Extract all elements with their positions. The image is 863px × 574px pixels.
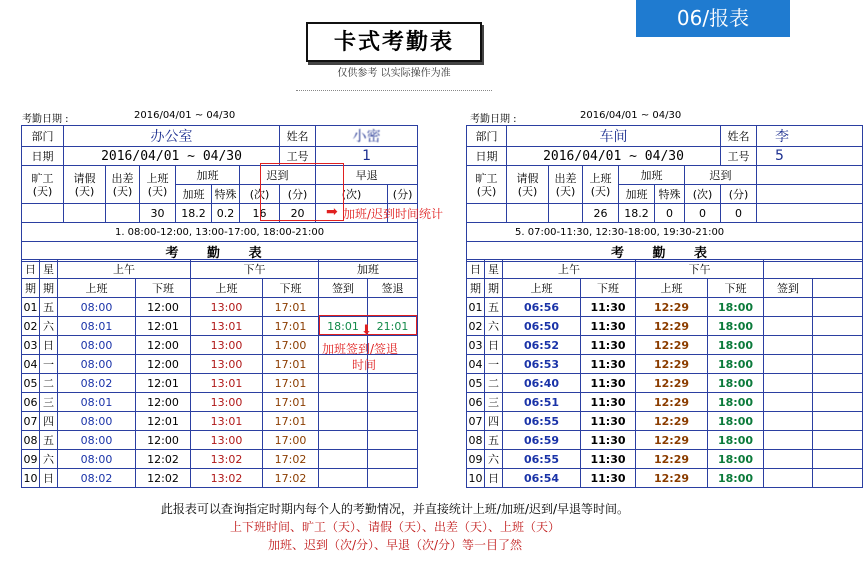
sheet-table-title: 考 勤 表 (467, 242, 863, 262)
s-late-count: 0 (685, 204, 721, 223)
h-trip: 出差 (天) (106, 166, 140, 204)
ot-in-cell (764, 298, 813, 317)
ot-in-cell (764, 431, 813, 450)
table-row (467, 355, 863, 374)
table-row (467, 450, 863, 469)
h-ot-in: 签到 (319, 279, 368, 298)
weekday-cell: 五 (40, 298, 58, 317)
ot-out-cell (813, 393, 863, 412)
ot-out-cell (368, 412, 418, 431)
pm-on-cell: 13:02 (191, 469, 263, 488)
ot-in-cell (764, 317, 813, 336)
ot-out-cell (813, 374, 863, 393)
left-period-label: 考勤日期 : (22, 114, 69, 125)
weekday-cell: 六 (40, 317, 58, 336)
day-cell: 06 (22, 393, 40, 412)
day-cell: 01 (467, 298, 485, 317)
day-cell: 08 (22, 431, 40, 450)
pm-off-cell: 18:00 (708, 317, 764, 336)
h-ot-out (813, 279, 863, 298)
am-on-cell: 06:50 (503, 317, 581, 336)
am-on-cell: 08:00 (58, 336, 136, 355)
am-off-cell: 12:02 (136, 469, 191, 488)
weekday-cell: 一 (485, 355, 503, 374)
s-ot-normal: 18.2 (619, 204, 655, 223)
h-day: 日 (467, 260, 485, 279)
dept-value: 办公室 (64, 126, 280, 147)
right-period-label: 考勤日期 : (470, 114, 517, 125)
weekday-cell: 六 (485, 317, 503, 336)
h-ot-in: 签到 (764, 279, 813, 298)
s-late-min: 0 (721, 204, 757, 223)
h-late-min: (分) (721, 185, 757, 204)
am-off-cell: 11:30 (581, 374, 636, 393)
ot-in-cell (319, 469, 368, 488)
s-leave (64, 204, 106, 223)
weekday-cell: 五 (485, 431, 503, 450)
h-pm-off: 下班 (263, 279, 319, 298)
h-absent: 旷工 (天) (467, 166, 507, 204)
pm-off-cell: 17:01 (263, 374, 319, 393)
h-ot (764, 260, 863, 279)
weekday-cell: 四 (485, 412, 503, 431)
table-row (22, 469, 418, 488)
am-on-cell: 06:59 (503, 431, 581, 450)
table-row (467, 412, 863, 431)
s-work: 30 (140, 204, 176, 223)
h-week: 星 (485, 260, 503, 279)
ot-in-cell (764, 412, 813, 431)
overtime-annotation-1: 加班签到/签退 (322, 342, 399, 356)
am-on-cell: 08:02 (58, 469, 136, 488)
footer-line-2: 上下班时间、旷工（天）、请假（天）、出差（天）、上班（天） (229, 520, 560, 534)
date-label: 日期 (467, 147, 507, 166)
ot-in-cell (764, 450, 813, 469)
am-on-cell: 08:00 (58, 298, 136, 317)
day-cell: 02 (467, 317, 485, 336)
dept-label: 部门 (22, 126, 64, 147)
ot-out-cell (368, 374, 418, 393)
h-leave: 请假 (天) (507, 166, 549, 204)
ot-out-cell (813, 431, 863, 450)
weekday-cell: 日 (485, 336, 503, 355)
table-row (467, 336, 863, 355)
am-off-cell: 11:30 (581, 450, 636, 469)
h-period: 期 (467, 279, 485, 298)
day-cell: 01 (22, 298, 40, 317)
pm-off-cell: 18:00 (708, 450, 764, 469)
h-early: 早退 (316, 166, 418, 185)
pm-off-cell: 17:01 (263, 412, 319, 431)
pm-off-cell: 17:01 (263, 298, 319, 317)
ot-in-cell (319, 412, 368, 431)
h-early-min: (分) (388, 185, 418, 204)
h-early-count (757, 185, 863, 204)
table-row (22, 412, 418, 431)
s-ot-special: 0 (655, 204, 685, 223)
day-cell: 08 (467, 431, 485, 450)
table-row (467, 469, 863, 488)
weekday-cell: 三 (485, 393, 503, 412)
name-value: 小密 (316, 126, 418, 147)
am-off-cell: 12:01 (136, 374, 191, 393)
name-label: 姓名 (280, 126, 316, 147)
day-cell: 09 (467, 450, 485, 469)
h-trip: 出差 (天) (549, 166, 583, 204)
h-early (757, 166, 863, 185)
am-on-cell: 08:00 (58, 355, 136, 374)
am-on-cell: 08:01 (58, 393, 136, 412)
left-daily-table (21, 259, 418, 488)
day-cell: 02 (22, 317, 40, 336)
h-late: 迟到 (685, 166, 757, 185)
h-late-min: (分) (280, 185, 316, 204)
pm-on-cell: 13:00 (191, 298, 263, 317)
pm-off-cell: 17:01 (263, 393, 319, 412)
h-early-count: (次) (316, 185, 388, 204)
pm-on-cell: 12:29 (636, 374, 708, 393)
day-cell: 03 (22, 336, 40, 355)
pm-on-cell: 13:00 (191, 336, 263, 355)
ot-out-cell (813, 450, 863, 469)
ot-in-cell (319, 374, 368, 393)
ot-out-cell (368, 431, 418, 450)
h-overtime: 加班 (619, 166, 685, 185)
pm-off-cell: 18:00 (708, 298, 764, 317)
pm-off-cell: 18:00 (708, 431, 764, 450)
table-row (22, 374, 418, 393)
pm-off-cell: 17:00 (263, 431, 319, 450)
weekday-cell: 日 (40, 336, 58, 355)
dept-value: 车间 (507, 126, 721, 147)
right-sheet-clip (466, 125, 799, 490)
pm-off-cell: 18:00 (708, 336, 764, 355)
am-off-cell: 12:01 (136, 412, 191, 431)
h-work: 上班 (天) (140, 166, 176, 204)
pm-off-cell: 17:01 (263, 355, 319, 374)
s-ot-normal: 18.2 (176, 204, 212, 223)
s-late-min: 20 (280, 204, 316, 223)
weekday-cell: 四 (40, 412, 58, 431)
sheet-table-title: 考 勤 表 (22, 242, 418, 262)
ot-out-cell (368, 393, 418, 412)
weekday-cell: 日 (40, 469, 58, 488)
s-early (757, 204, 863, 223)
day-cell: 10 (467, 469, 485, 488)
pm-off-cell: 18:00 (708, 469, 764, 488)
weekday-cell: 一 (40, 355, 58, 374)
h-period2: 期 (485, 279, 503, 298)
ot-out-cell (368, 298, 418, 317)
pm-off-cell: 18:00 (708, 374, 764, 393)
pm-off-cell: 17:00 (263, 336, 319, 355)
h-day: 日 (22, 260, 40, 279)
pm-off-cell: 18:00 (708, 355, 764, 374)
footer-line-1: 此报表可以查询指定时期内每个人的考勤情况，并直接统计上班/加班/迟到/早退等时间。 (160, 502, 630, 516)
footer-line-3: 加班、迟到（次/分）、早退（次/分）等一目了然 (267, 538, 523, 552)
table-row (467, 317, 863, 336)
left-attendance-sheet (21, 125, 418, 262)
am-off-cell: 11:30 (581, 412, 636, 431)
ot-out-cell (813, 469, 863, 488)
pm-on-cell: 13:01 (191, 317, 263, 336)
table-row (22, 393, 418, 412)
am-off-cell: 12:00 (136, 336, 191, 355)
h-week: 星 (40, 260, 58, 279)
h-ot-special: 特殊 (212, 185, 240, 204)
ot-in-cell (319, 393, 368, 412)
ot-out-cell (813, 298, 863, 317)
pm-off-cell: 17:02 (263, 450, 319, 469)
id-value: 1 (316, 147, 418, 166)
table-row (467, 374, 863, 393)
id-label: 工号 (721, 147, 757, 166)
ot-in-cell (319, 298, 368, 317)
shift-timeline: 1. 08:00-12:00, 13:00-17:00, 18:00-21:00 (22, 223, 418, 242)
s-absent (22, 204, 64, 223)
pm-on-cell: 12:29 (636, 336, 708, 355)
ot-out-cell (813, 355, 863, 374)
day-cell: 03 (467, 336, 485, 355)
am-off-cell: 12:00 (136, 298, 191, 317)
h-am: 上午 (503, 260, 636, 279)
am-off-cell: 11:30 (581, 469, 636, 488)
right-daily-table (466, 259, 863, 488)
pm-on-cell: 12:29 (636, 431, 708, 450)
section-tag: 06/报表 (636, 0, 790, 37)
h-pm-on: 上班 (636, 279, 708, 298)
pm-on-cell: 13:01 (191, 374, 263, 393)
am-off-cell: 12:00 (136, 355, 191, 374)
weekday-cell: 二 (485, 374, 503, 393)
h-pm-on: 上班 (191, 279, 263, 298)
am-off-cell: 11:30 (581, 317, 636, 336)
h-am-off: 下班 (581, 279, 636, 298)
day-cell: 07 (22, 412, 40, 431)
id-label: 工号 (280, 147, 316, 166)
table-row (467, 393, 863, 412)
ot-out-cell (813, 317, 863, 336)
h-work: 上班 (天) (583, 166, 619, 204)
h-absent: 旷工 (天) (22, 166, 64, 204)
am-on-cell: 06:54 (503, 469, 581, 488)
h-ot-normal: 加班 (619, 185, 655, 204)
am-on-cell: 08:02 (58, 374, 136, 393)
ot-in-cell (764, 393, 813, 412)
h-late-count: (次) (240, 185, 280, 204)
h-pm: 下午 (191, 260, 319, 279)
ot-in-cell (319, 431, 368, 450)
weekday-cell: 三 (40, 393, 58, 412)
h-am-on: 上班 (58, 279, 136, 298)
shift-timeline: 5. 07:00-11:30, 12:30-18:00, 19:30-21:00 (467, 223, 863, 242)
h-pm: 下午 (636, 260, 764, 279)
day-cell: 07 (467, 412, 485, 431)
am-on-cell: 06:55 (503, 450, 581, 469)
s-trip (106, 204, 140, 223)
h-overtime: 加班 (176, 166, 240, 185)
am-on-cell: 06:53 (503, 355, 581, 374)
page-subtitle: 仅供参考 以实际操作为准 (337, 68, 451, 79)
arrow-right-icon: ➡ (326, 204, 338, 220)
day-cell: 05 (467, 374, 485, 393)
am-on-cell: 06:51 (503, 393, 581, 412)
table-row (467, 431, 863, 450)
ot-in-cell (764, 336, 813, 355)
ot-in-cell (764, 355, 813, 374)
date-value: 2016/04/01 ~ 04/30 (507, 147, 721, 166)
h-ot-normal: 加班 (176, 185, 212, 204)
page-title: 卡式考勤表 (306, 22, 482, 62)
weekday-cell: 二 (40, 374, 58, 393)
s-ot-special: 0.2 (212, 204, 240, 223)
weekday-cell: 五 (485, 298, 503, 317)
right-attendance-sheet (466, 125, 863, 262)
weekday-cell: 日 (485, 469, 503, 488)
table-row (22, 431, 418, 450)
pm-on-cell: 13:00 (191, 393, 263, 412)
table-row (467, 298, 863, 317)
pm-on-cell: 13:02 (191, 450, 263, 469)
weekday-cell: 六 (40, 450, 58, 469)
pm-off-cell: 17:01 (263, 317, 319, 336)
pm-off-cell: 17:02 (263, 469, 319, 488)
id-value: 5 (757, 147, 863, 166)
stats-annotation: 加班/迟到时间统计 (343, 207, 444, 221)
am-off-cell: 12:00 (136, 431, 191, 450)
am-on-cell: 06:52 (503, 336, 581, 355)
h-leave: 请假 (天) (64, 166, 106, 204)
am-on-cell: 08:00 (58, 450, 136, 469)
am-off-cell: 12:00 (136, 393, 191, 412)
day-cell: 05 (22, 374, 40, 393)
pm-off-cell: 18:00 (708, 412, 764, 431)
day-cell: 06 (467, 393, 485, 412)
day-cell: 04 (467, 355, 485, 374)
s-work: 26 (583, 204, 619, 223)
am-on-cell: 06:55 (503, 412, 581, 431)
h-late: 迟到 (240, 166, 316, 185)
weekday-cell: 六 (485, 450, 503, 469)
divider (296, 90, 492, 92)
weekday-cell: 五 (40, 431, 58, 450)
pm-on-cell: 12:29 (636, 450, 708, 469)
ot-in-cell: 18:01 (319, 317, 368, 336)
pm-on-cell: 12:29 (636, 469, 708, 488)
right-period-value: 2016/04/01 ~ 04/30 (580, 110, 682, 121)
am-off-cell: 11:30 (581, 355, 636, 374)
h-ot-special: 特殊 (655, 185, 685, 204)
pm-on-cell: 13:00 (191, 355, 263, 374)
overtime-annotation-2: 时间 (352, 358, 377, 372)
h-period2: 期 (40, 279, 58, 298)
h-am-on: 上班 (503, 279, 581, 298)
day-cell: 09 (22, 450, 40, 469)
s-late-count: 16 (240, 204, 280, 223)
am-off-cell: 11:30 (581, 393, 636, 412)
date-label: 日期 (22, 147, 64, 166)
pm-on-cell: 12:29 (636, 412, 708, 431)
am-on-cell: 08:00 (58, 431, 136, 450)
ot-out-cell (813, 336, 863, 355)
day-cell: 10 (22, 469, 40, 488)
pm-on-cell: 12:29 (636, 393, 708, 412)
dept-label: 部门 (467, 126, 507, 147)
h-am-off: 下班 (136, 279, 191, 298)
pm-on-cell: 12:29 (636, 317, 708, 336)
pm-on-cell: 12:29 (636, 298, 708, 317)
pm-on-cell: 12:29 (636, 355, 708, 374)
h-am: 上午 (58, 260, 191, 279)
ot-in-cell (764, 374, 813, 393)
name-label: 姓名 (721, 126, 757, 147)
h-ot-out: 签退 (368, 279, 418, 298)
ot-out-cell (368, 450, 418, 469)
s-leave (507, 204, 549, 223)
table-row (22, 298, 418, 317)
name-value: 李 (757, 126, 863, 147)
ot-out-cell (813, 412, 863, 431)
am-off-cell: 12:01 (136, 317, 191, 336)
ot-in-cell (764, 469, 813, 488)
am-on-cell: 08:00 (58, 412, 136, 431)
am-off-cell: 12:02 (136, 450, 191, 469)
ot-out-cell: 21:01 (368, 317, 418, 336)
pm-off-cell: 18:00 (708, 393, 764, 412)
h-period: 期 (22, 279, 40, 298)
ot-out-cell (368, 469, 418, 488)
am-off-cell: 11:30 (581, 336, 636, 355)
s-trip (549, 204, 583, 223)
h-late-count: (次) (685, 185, 721, 204)
s-absent (467, 204, 507, 223)
arrow-down-icon: ⬇ (361, 323, 372, 338)
day-cell: 04 (22, 355, 40, 374)
h-pm-off: 下班 (708, 279, 764, 298)
table-row (22, 450, 418, 469)
pm-on-cell: 13:00 (191, 431, 263, 450)
date-value: 2016/04/01 ~ 04/30 (64, 147, 280, 166)
am-off-cell: 11:30 (581, 298, 636, 317)
am-on-cell: 08:01 (58, 317, 136, 336)
am-off-cell: 11:30 (581, 431, 636, 450)
pm-on-cell: 13:01 (191, 412, 263, 431)
h-ot: 加班 (319, 260, 418, 279)
am-on-cell: 06:56 (503, 298, 581, 317)
am-on-cell: 06:40 (503, 374, 581, 393)
ot-in-cell (319, 450, 368, 469)
left-period-value: 2016/04/01 ~ 04/30 (134, 110, 236, 121)
